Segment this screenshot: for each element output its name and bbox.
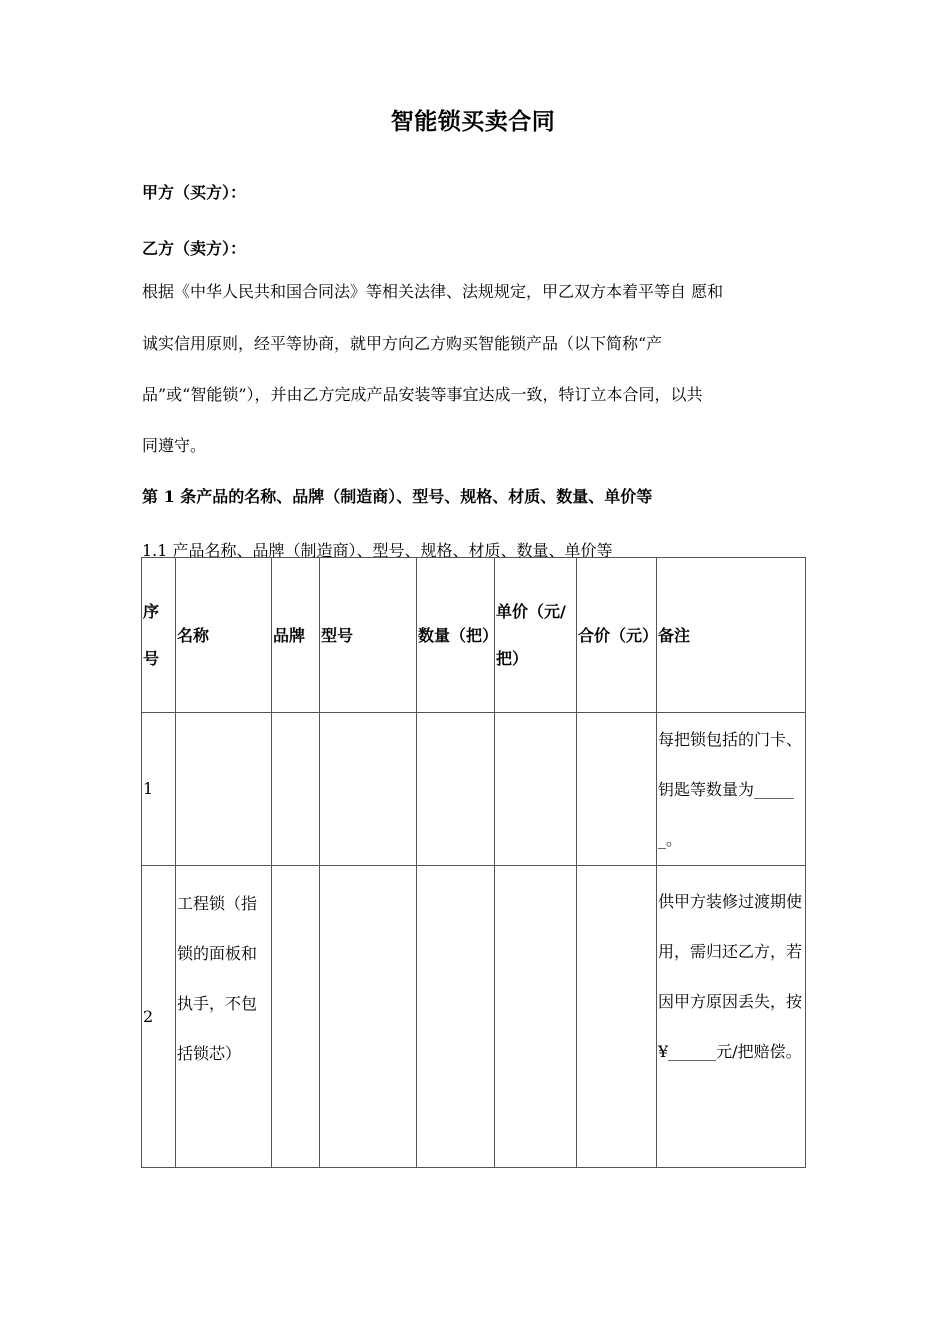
- party-a-label: 甲方（买方）：: [142, 183, 247, 202]
- cell-quantity: [417, 866, 495, 1168]
- cell-no: 1: [142, 713, 176, 866]
- cell-unit-price: [495, 713, 577, 866]
- party-b-label: 乙方（卖方）：: [142, 239, 247, 258]
- header-cell-unit-price: 单价（元/把）: [495, 558, 577, 713]
- header-cell-note: 备注: [657, 558, 806, 713]
- table-header-row: [142, 558, 806, 713]
- cell-total: [577, 866, 657, 1168]
- cell-brand: [272, 866, 320, 1168]
- product-table: [141, 557, 806, 1168]
- cell-total: [577, 713, 657, 866]
- header-cell-brand: 品牌: [272, 558, 320, 713]
- header-cell-quantity: 数量（把）: [417, 558, 495, 713]
- table-row: [142, 713, 806, 866]
- cell-brand: [272, 713, 320, 866]
- article-1-heading: 第 1 条产品的名称、品牌（制造商）、型号、规格、材质、数量、单价等: [142, 487, 653, 506]
- header-cell-name: 名称: [176, 558, 272, 713]
- cell-no: 2: [142, 866, 176, 1168]
- intro-line: 诚实信用原则，经平等协商，就甲方向乙方购买智能锁产品（以下简称“产: [142, 334, 663, 353]
- cell-quantity: [417, 713, 495, 866]
- document-title: 智能锁买卖合同: [390, 109, 556, 135]
- header-cell-no: 序号: [142, 558, 176, 713]
- cell-name: 工程锁（指锁的面板和执手，不包括锁芯）: [176, 866, 272, 1168]
- cell-model: [320, 866, 417, 1168]
- cell-note: 每把锁包括的门卡、钥匙等数量为______。: [657, 713, 806, 866]
- table-row: [142, 866, 806, 1168]
- cell-note: 供甲方装修过渡期使用，需归还乙方，若因甲方原因丢失，按¥______元/把赔偿。: [657, 866, 806, 1168]
- cell-unit-price: [495, 866, 577, 1168]
- intro-line: 品”或“智能锁”），并由乙方完成产品安装等事宜达成一致，特订立本合同，以共: [142, 385, 703, 404]
- section-1-1-heading: 1.1 产品名称、品牌（制造商）、型号、规格、材质、数量、单价等: [142, 541, 613, 560]
- intro-line: 同遵守。: [142, 436, 207, 455]
- cell-name: [176, 713, 272, 866]
- header-cell-total: 合价（元）: [577, 558, 657, 713]
- header-cell-model: 型号: [320, 558, 417, 713]
- intro-line: 根据《中华人民共和国合同法》等相关法律、法规规定，甲乙双方本着平等自 愿和: [142, 282, 724, 301]
- cell-model: [320, 713, 417, 866]
